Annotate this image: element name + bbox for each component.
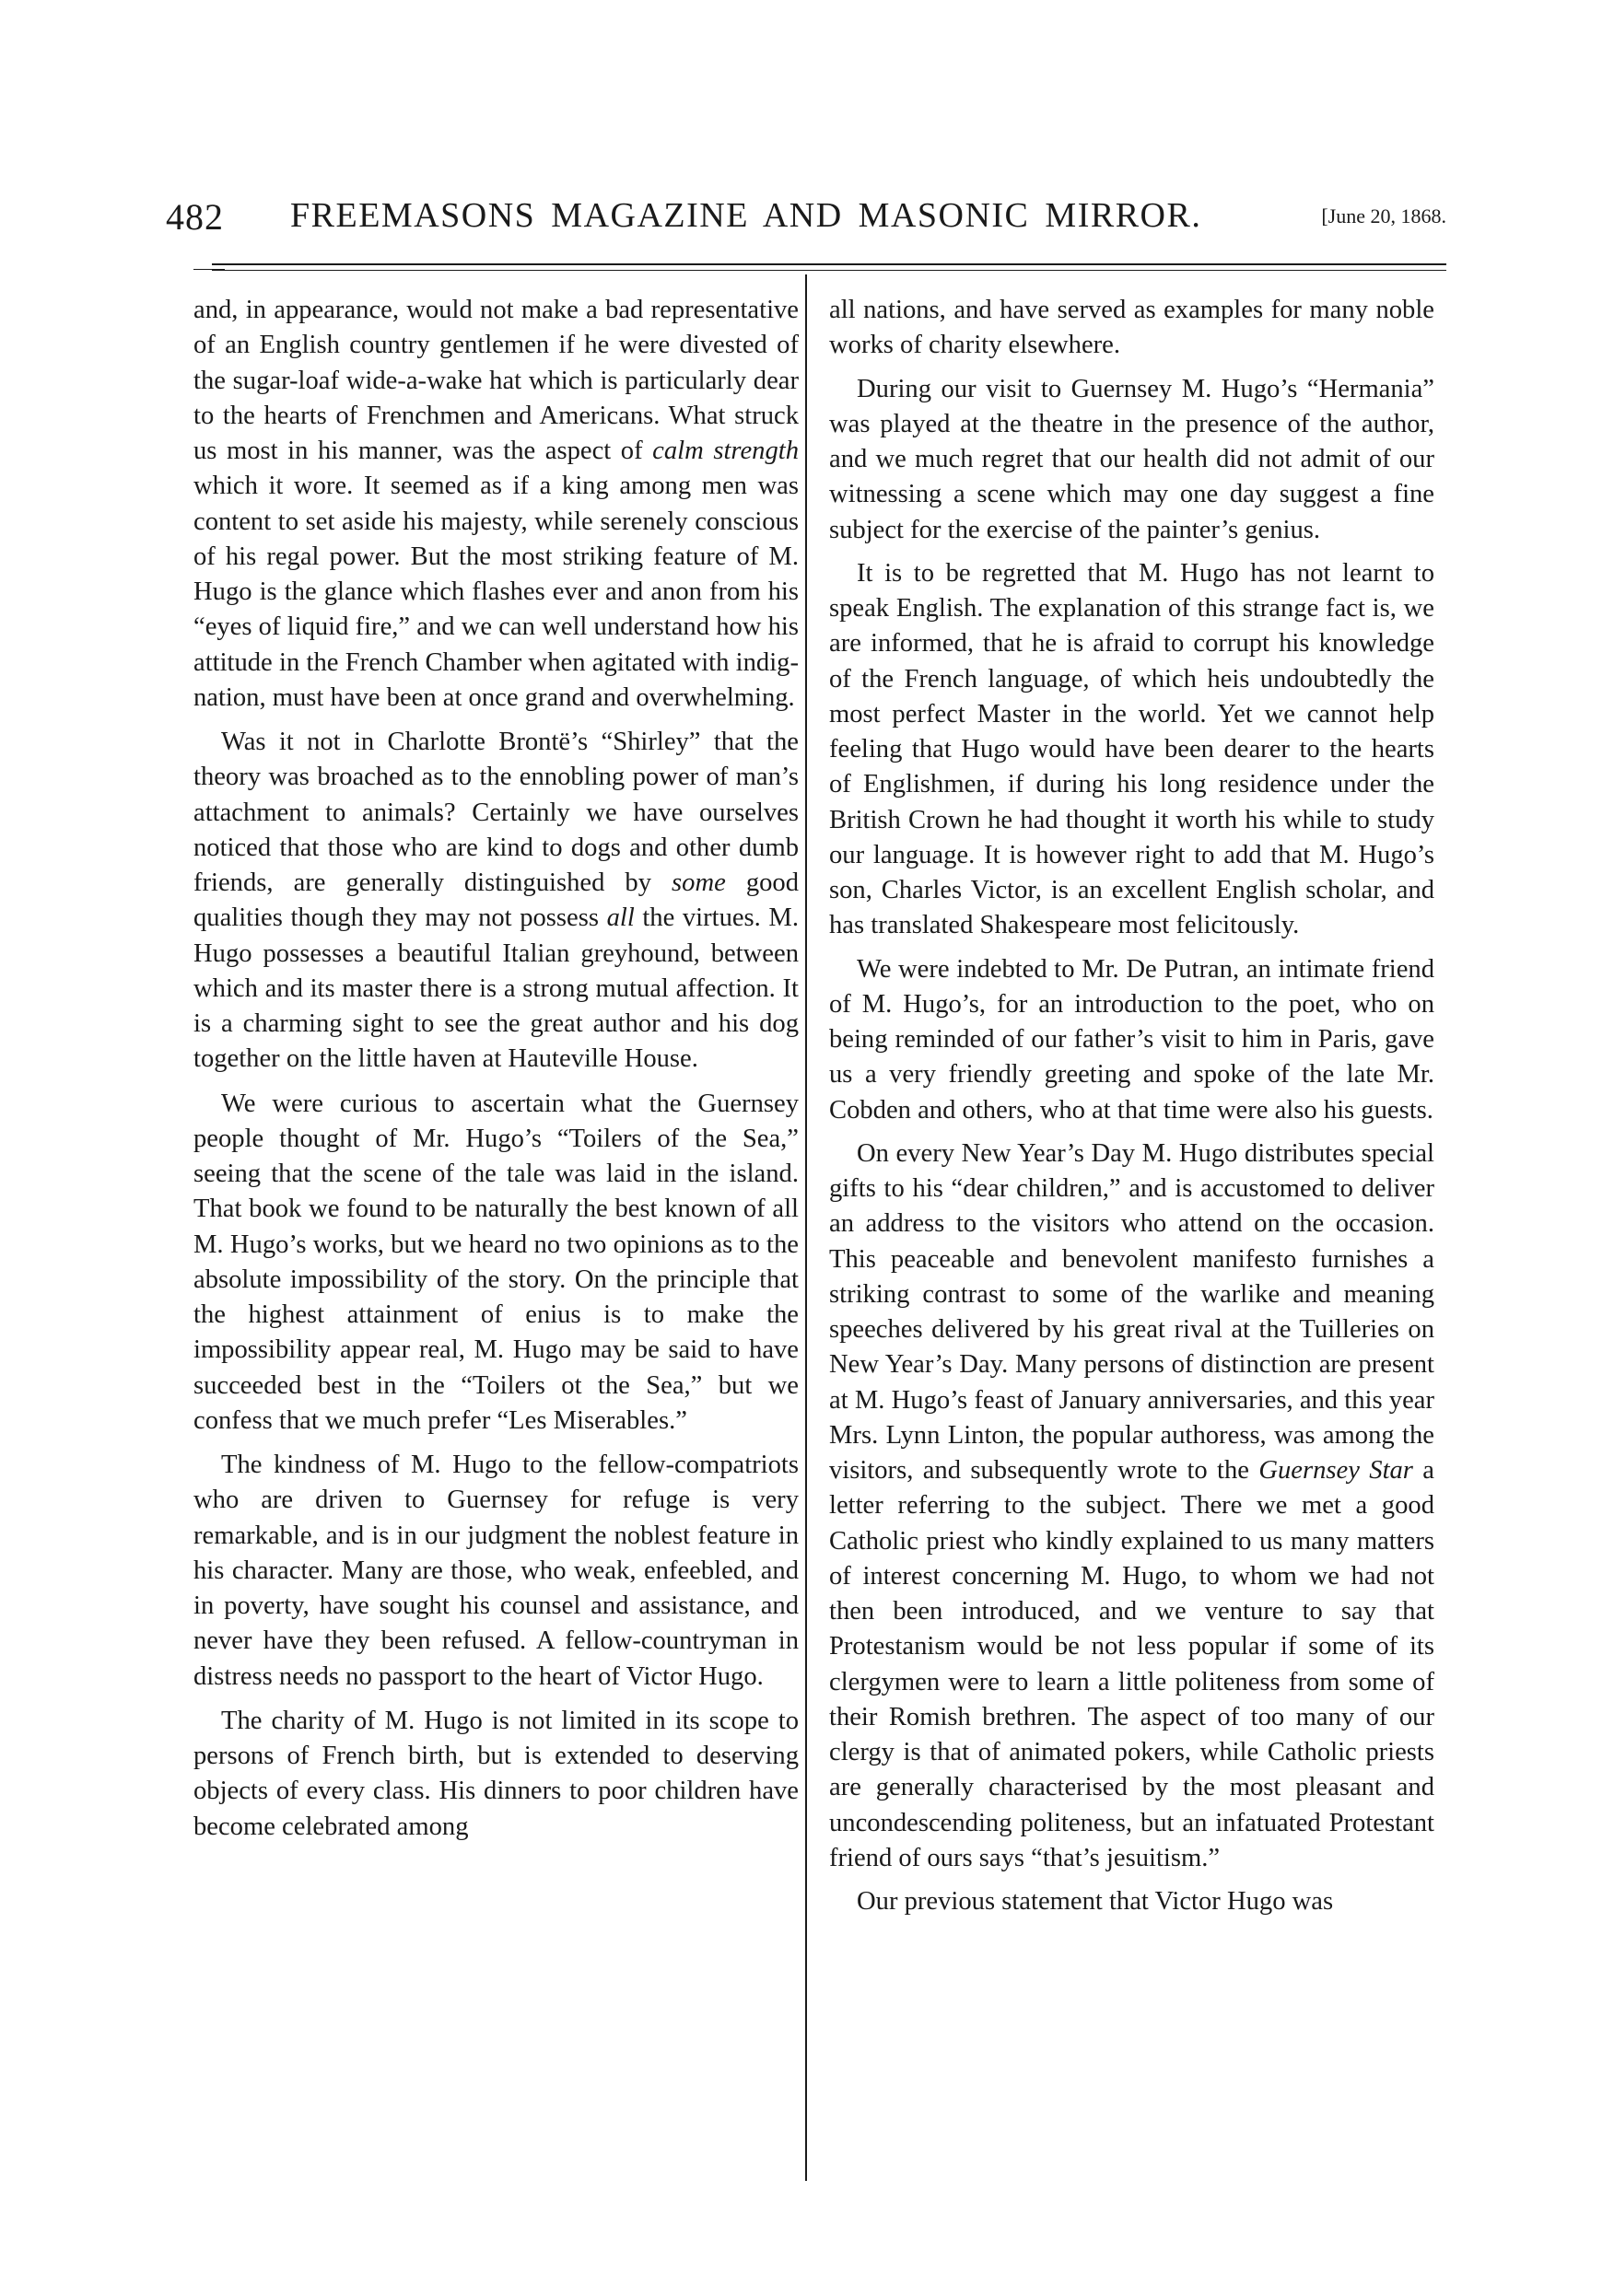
paragraph: It is to be regretted that M. Hugo has not learnt to speak English. The explanation of this strange fact is, we are informed, that he is afraid to corrupt his knowledge of the French language, of which heis undoubtedly the most perfect Master in the world. Yet we cannot help feeling that Hugo would have been dearer to the hearts of Englishmen, if during his long residence under the British Crown he had thought it worth his while to study our language. It is however right to add that M. Hugo’s son, Charles Victor, is an excellent English scholar, and has translated Shakespeare most felicitously. <box>829 558 1434 940</box>
header-rule-thick <box>212 263 1446 265</box>
paragraph: We were curious to ascertain what the Guernsey people thought of Mr. Hugo’s “Toilers of the Sea,” seeing that the scene of the tale was laid in the island. That book we found to be naturally the best known of all M. Hugo’s works, but we heard no two opinions as to the absolute impossibility of the story. On the principle that the highest attainment of enius is to make the impossibility appear real, M. Hugo may be said to have succeeded best in the “Toilers ot the Sea,” but we confess that we much prefer “Les Miserables.” <box>193 1089 799 1435</box>
issue-date: [June 20, 1868. <box>1321 204 1446 227</box>
page-header <box>166 195 1446 251</box>
paragraph: The kindness of M. Hugo to the fellow-compatriots who are driven to Guernsey for refuge is very remarkable, and is in our judgment the noblest feature in his character. Many are those, who weak, enfeebled, and in poverty, have sought his counsel and assistance, and never have they been refused. A fellow-countryman in distress needs no passport to the heart of Victor Hugo. <box>193 1451 799 1691</box>
paragraph: Our previous statement that Victor Hugo was <box>857 1887 1334 1916</box>
paragraph: and, in appearance, would not make a bad representative of an English country gentlemen if he were divested of the sugar-loaf wide-a-wake hat which is particularly dear to the hearts of Frenchmen and Americans. What struck us most in his manner, was the aspect of calm strength which it wore. It seemed as if a king among men was content to set aside his majesty, while serenely conscious of his regal power. But the most striking feature of M. Hugo is the glance which flashes ever and anon from his “eyes of liquid fire,” and we can well understand how his attitude in the French Chamber when agitated with indignation, must have been at once grand and overwhelming. <box>193 296 799 712</box>
header-rule-stub <box>193 269 225 270</box>
column-divider <box>805 274 807 2181</box>
right-column <box>829 293 1434 1919</box>
paragraph: all nations, and have served as examples for many noble works of charity elsewhere. <box>829 296 1434 360</box>
paragraph: During our visit to Guernsey M. Hugo’s “Hermania” was played at the theatre in the presence of the author, and we much regret that our health did not admit of our witnessing a scene which may one day suggest a fine subject for the exercise of the painter’s genius. <box>829 374 1434 544</box>
paragraph: We were indebted to Mr. De Putran, an intimate friend of M. Hugo’s, for an introduction to the poet, who on being reminded of our father’s visit to him in Paris, gave us a very friendly greeting and spoke of the late Mr. Cobden and others, who at that time were also his guests. <box>829 954 1434 1125</box>
paragraph: On every New Year’s Day M. Hugo distributes special gifts to his “dear children,” and is accustomed to deliver an address to the visitors who attend on the occasion. This peaceable and benevolent manifesto furnishes a striking contrast to some of the warlike and meaning speeches delivered by his great rival at the Tuilleries on New Year’s Day. Many persons of distinction are present at M. Hugo’s feast of January anniversaries, and this year Mrs. Lynn Linton, the popular authoress, was among the visitors, and subsequently wrote to the Guernsey Star a letter referring to the subject. There we met a good Catholic priest who kindly explained to us many matters of interest concerning M. Hugo, to whom we had not then been introduced, and we venture to say that Protestanism would be not less popular if some of its clergymen were to learn a little politeness from some of their Romish brethren. The aspect of too many of our clergy is that of animated pokers, while Catholic priests are generally characterised by the most pleasant and uncondescending politeness, but an infatuated Protestant friend of ours says “that’s jesuitism.” <box>829 1138 1434 1872</box>
left-column <box>193 293 799 1845</box>
header-rule-thin <box>212 270 1446 271</box>
paragraph: Was it not in Charlotte Brontë’s “Shirley” that the theory was broached as to the ennobling power of man’s attachment to animals? Certainly we have ourselves noticed that those who are kind to dogs and other dumb friends, are generally distinguished by some good qualities though they may not possess all the virtues. M. Hugo possesses a beautiful Italian greyhound, between which and its master there is a strong mutual affection. It is a charming sight to see the great author and his dog together on the little haven at Hauteville House. <box>193 728 800 1074</box>
running-title: FREEMASONS MAGAZINE AND MASONIC MIRROR. <box>290 196 1202 235</box>
page-number: 482 <box>166 196 224 238</box>
paragraph: The charity of M. Hugo is not limited in its scope to persons of French birth, but is extended to deserving objects of every class. His dinners to poor children have become celebrated among <box>193 1706 799 1841</box>
